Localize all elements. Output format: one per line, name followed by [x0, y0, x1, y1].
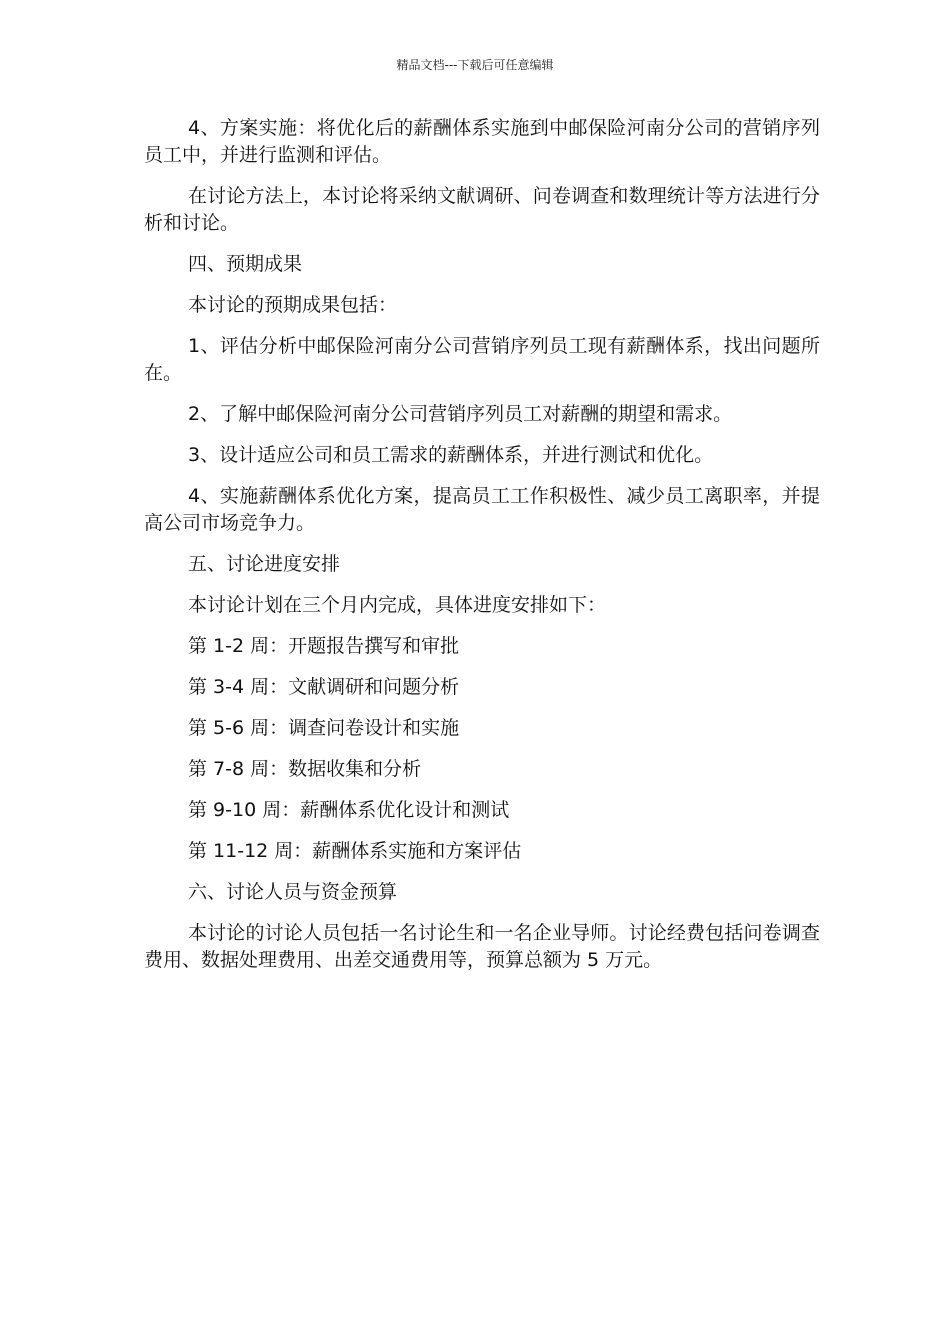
paragraph-schedule-intro: 本讨论计划在三个月内完成，具体进度安排如下： [188, 594, 607, 616]
document-body [144, 115, 820, 988]
section-heading-schedule: 五、讨论进度安排 [188, 553, 341, 575]
list-item-result-1: 1、评估分析中邮保险河南分公司营销序列员工现有薪酬体系，找出问题所在。 [144, 335, 820, 384]
paragraph-plan-implementation: 4、方案实施：将优化后的薪酬体系实施到中邮保险河南分公司的营销序列员工中，并进行监测和评估。 [144, 117, 820, 166]
schedule-item-weeks-1-2: 第 1-2 周：开题报告撰写和审批 [188, 635, 460, 657]
list-item-result-2: 2、了解中邮保险河南分公司营销序列员工对薪酬的期望和需求。 [188, 403, 733, 425]
section-heading-expected-results: 四、预期成果 [188, 253, 303, 275]
list-item-result-3: 3、设计适应公司和员工需求的薪酬体系，并进行测试和优化。 [188, 444, 714, 466]
paragraph-research-method: 在讨论方法上，本讨论将采纳文献调研、问卷调查和数理统计等方法进行分析和讨论。 [144, 185, 820, 234]
section-heading-staff-budget: 六、讨论人员与资金预算 [188, 881, 398, 903]
list-item-result-4: 4、实施薪酬体系优化方案，提高员工工作积极性、减少员工离职率，并提高公司市场竞争力。 [144, 485, 820, 534]
schedule-item-weeks-11-12: 第 11-12 周：薪酬体系实施和方案评估 [188, 840, 522, 862]
schedule-item-weeks-7-8: 第 7-8 周：数据收集和分析 [188, 758, 422, 780]
paragraph-staff-budget: 本讨论的讨论人员包括一名讨论生和一名企业导师。讨论经费包括问卷调查费用、数据处理费用、出差交通费用等，预算总额为 5 万元。 [144, 922, 820, 971]
schedule-item-weeks-5-6: 第 5-6 周：调查问卷设计和实施 [188, 717, 460, 739]
schedule-item-weeks-9-10: 第 9-10 周：薪酬体系优化设计和测试 [188, 799, 510, 821]
page-header: 精品文档---下载后可任意编辑 [396, 58, 554, 72]
paragraph-expected-results-intro: 本讨论的预期成果包括： [188, 294, 398, 316]
schedule-item-weeks-3-4: 第 3-4 周：文献调研和问题分析 [188, 676, 460, 698]
